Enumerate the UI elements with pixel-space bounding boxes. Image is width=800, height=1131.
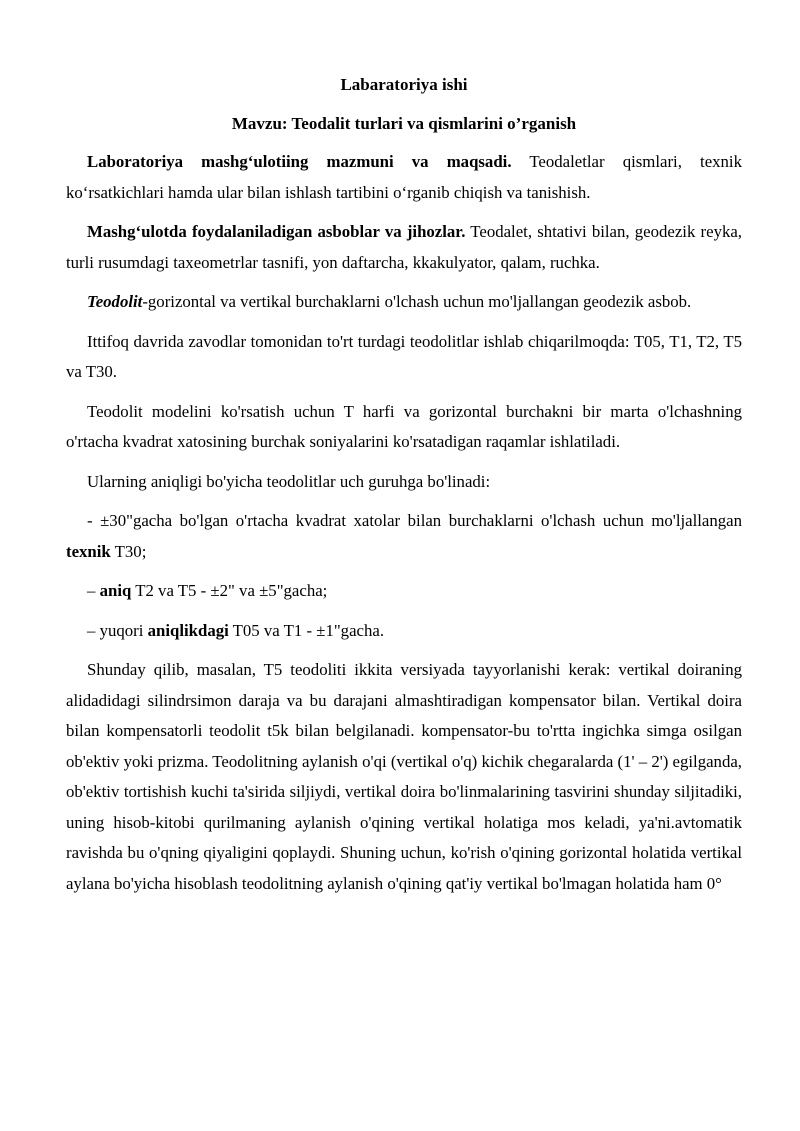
accurate-lead: – bbox=[87, 581, 100, 600]
paragraph-compensator: Shunday qilib, masalan, T5 teodoliti ikkita versiyada tayyorlanishi kerak: vertikal doiraning alidadidagi silindrsimon daraja va bu darajani almashtiradigan kompensator bilan. Vertikal doira bilan kompensatorli teodolit t5k bilan belgilanadi. kompensator-bu to'rtta ingichka simga osilgan ob'ektiv yoki prizma. Teodolitning aylanish o'qi (vertikal o'q) kichik chegaralarda (1' – 2') egilganda, ob'ektiv tortishish kuchi ta'sirida siljiydi, vertikal doira bo'linmalarining tasvirini shunday siljitadiki, uning hisob-kitobi qurilmaning aylanish o'qining vertikal holatiga mos keladi, ya'ni.avtomatik ravishda bu o'qning qiyaligini qoplaydi. Shuning uchun, ko'rish o'qining gorizontal holatida vertikal aylana bo'yicha hisoblash teodolitning aylanish o'qining qat'iy vertikal bo'lmagan holatida ham 0° bbox=[66, 660, 742, 893]
subtitle-text: Teodalit turlari va qismlarini o’rganish bbox=[287, 114, 577, 133]
purpose-heading: Laboratoriya mashg‘ulotiing mazmuni va maqsadi. bbox=[87, 152, 512, 171]
document-subtitle bbox=[66, 114, 742, 134]
subtitle-label: Mavzu: bbox=[231, 114, 288, 133]
high-precision-text: T05 va T1 - ±1"gacha. bbox=[228, 620, 385, 640]
technical-bold: texnik bbox=[66, 541, 111, 561]
paragraph-equipment bbox=[66, 217, 742, 278]
equipment-heading: Mashg‘ulotda foydalaniladigan asboblar va jihozlar. bbox=[87, 222, 466, 241]
paragraph-model-naming: Teodolit modelini ko'rsatish uchun T harfi va gorizontal burchakni bir marta o'lchashning o'rtacha kvadrat xatosining burchak soniyalarini ko'rsatadigan raqamlar ishlatiladi. bbox=[66, 401, 742, 451]
high-precision-bold: aniqlikdagi bbox=[147, 620, 229, 640]
list-item-accurate bbox=[66, 576, 742, 607]
purpose-text: Teodaletlar qismlari, texnik ko‘rsatkichlari hamda ular bilan ishlash tartibini o‘rganib chiqish va tanishish. bbox=[66, 152, 742, 202]
paragraph-production: Ittifoq davrida zavodlar tomonidan to'rt turdagi teodolitlar ishlab chiqarilmoqda: T05, T1, T2, T5 va T30. bbox=[66, 331, 742, 381]
technical-tail: T30; bbox=[110, 541, 147, 561]
technical-text: - ±30"gacha bo'lgan o'rtacha kvadrat xatolar bilan burchaklarni o'lchash uchun mo'ljallangan bbox=[87, 511, 742, 530]
list-item-high-precision bbox=[66, 616, 742, 647]
definition-text: -gorizontal va vertikal burchaklarni o'lchash uchun mo'ljallangan geodezik asbob. bbox=[142, 292, 692, 311]
equipment-text: Teodalet, shtativi bilan, geodezik reyka, turli rusumdagi taxeometrlar tasnifi, yon daftarcha, kkakulyator, qalam, ruchka. bbox=[66, 222, 743, 272]
paragraph-definition bbox=[66, 287, 742, 318]
definition-term: Teodolit bbox=[87, 292, 143, 311]
list-item-technical bbox=[66, 506, 742, 567]
high-precision-lead: – yuqori bbox=[87, 620, 148, 640]
document-title: Labaratoriya ishi bbox=[340, 75, 468, 94]
paragraph-purpose bbox=[66, 147, 742, 208]
paragraph-accuracy-groups: Ularning aniqligi bo'yicha teodolitlar uch guruhga bo'linadi: bbox=[87, 471, 491, 491]
accurate-bold: aniq bbox=[99, 581, 132, 600]
accurate-text: T2 va T5 - ±2" va ±5"gacha; bbox=[131, 581, 328, 600]
